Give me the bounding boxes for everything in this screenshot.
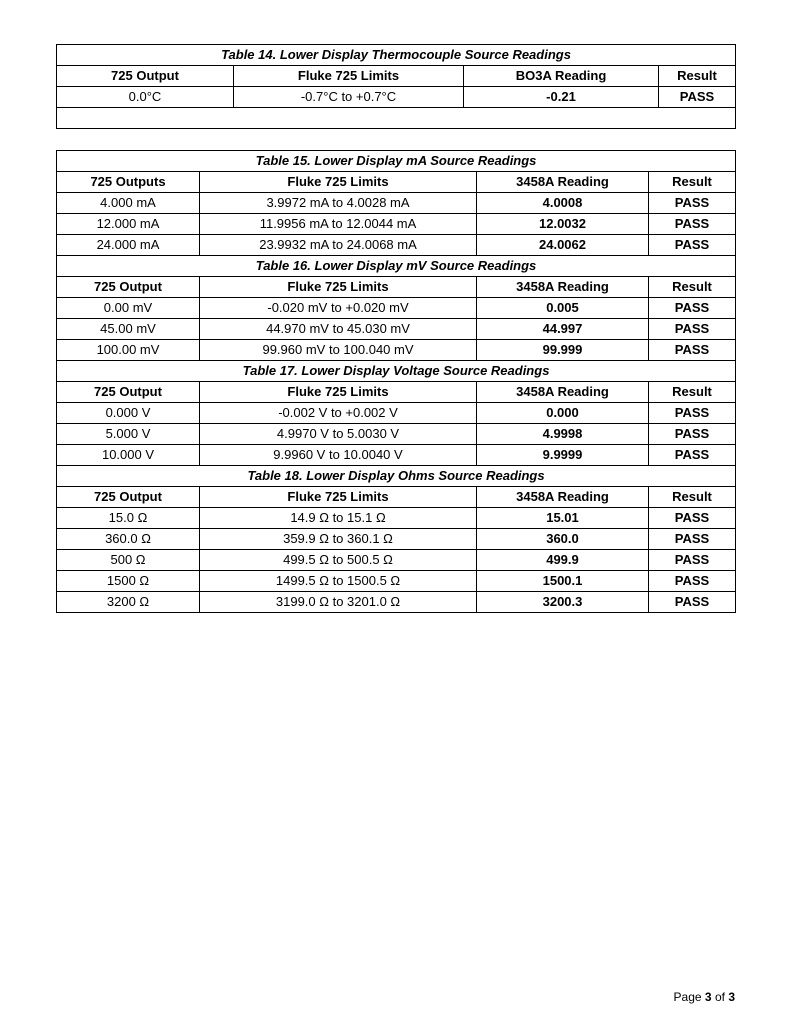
of-word: of bbox=[714, 990, 725, 1004]
reading-cell: 44.997 bbox=[477, 319, 649, 340]
page-current: 3 bbox=[704, 990, 712, 1004]
column-header: Fluke 725 Limits bbox=[200, 382, 477, 403]
column-header: 3458A Reading bbox=[477, 277, 649, 298]
page-number bbox=[674, 990, 735, 1004]
limits-cell: -0.020 mV to +0.020 mV bbox=[200, 298, 477, 319]
output-cell: 5.000 V bbox=[57, 424, 200, 445]
table-caption: Table 14. Lower Display Thermocouple Source Readings bbox=[57, 45, 736, 66]
column-header: Result bbox=[649, 487, 736, 508]
result-cell: PASS bbox=[649, 319, 736, 340]
result-cell: PASS bbox=[649, 298, 736, 319]
result-cell: PASS bbox=[649, 403, 736, 424]
blank-row bbox=[57, 108, 736, 129]
page-total: 3 bbox=[728, 990, 735, 1004]
output-cell: 0.000 V bbox=[57, 403, 200, 424]
reading-cell: 4.9998 bbox=[477, 424, 649, 445]
reading-cell: 99.999 bbox=[477, 340, 649, 361]
reading-cell: -0.21 bbox=[464, 87, 659, 108]
result-cell: PASS bbox=[649, 424, 736, 445]
limits-cell: 359.9 Ω to 360.1 Ω bbox=[200, 529, 477, 550]
reading-cell: 499.9 bbox=[477, 550, 649, 571]
column-header: 3458A Reading bbox=[477, 172, 649, 193]
result-cell: PASS bbox=[649, 214, 736, 235]
column-header: Fluke 725 Limits bbox=[200, 172, 477, 193]
limits-cell: 11.9956 mA to 12.0044 mA bbox=[200, 214, 477, 235]
output-cell: 500 Ω bbox=[57, 550, 200, 571]
table-caption: Table 18. Lower Display Ohms Source Readings bbox=[57, 466, 736, 487]
reading-cell: 1500.1 bbox=[477, 571, 649, 592]
table-row bbox=[57, 529, 736, 550]
output-cell: 10.000 V bbox=[57, 445, 200, 466]
result-cell: PASS bbox=[649, 235, 736, 256]
column-header: 725 Output bbox=[57, 277, 200, 298]
reading-cell: 3200.3 bbox=[477, 592, 649, 613]
reading-cell: 12.0032 bbox=[477, 214, 649, 235]
reading-cell: 0.005 bbox=[477, 298, 649, 319]
result-cell: PASS bbox=[649, 193, 736, 214]
limits-cell: -0.002 V to +0.002 V bbox=[200, 403, 477, 424]
output-cell: 45.00 mV bbox=[57, 319, 200, 340]
limits-cell: 99.960 mV to 100.040 mV bbox=[200, 340, 477, 361]
table-caption: Table 15. Lower Display mA Source Readings bbox=[57, 151, 736, 172]
table-row bbox=[57, 319, 736, 340]
column-header: Result bbox=[659, 66, 736, 87]
output-cell: 4.000 mA bbox=[57, 193, 200, 214]
column-header: Result bbox=[649, 172, 736, 193]
page-word: Page bbox=[673, 990, 702, 1004]
column-header: 3458A Reading bbox=[477, 382, 649, 403]
result-cell: PASS bbox=[649, 445, 736, 466]
reading-cell: 360.0 bbox=[477, 529, 649, 550]
limits-cell: 3.9972 mA to 4.0028 mA bbox=[200, 193, 477, 214]
limits-cell: 44.970 mV to 45.030 mV bbox=[200, 319, 477, 340]
limits-cell: 9.9960 V to 10.0040 V bbox=[200, 445, 477, 466]
output-cell: 1500 Ω bbox=[57, 571, 200, 592]
limits-cell: 4.9970 V to 5.0030 V bbox=[200, 424, 477, 445]
column-header: Fluke 725 Limits bbox=[200, 487, 477, 508]
table-row bbox=[57, 193, 736, 214]
limits-cell: 23.9932 mA to 24.0068 mA bbox=[200, 235, 477, 256]
column-header: Result bbox=[649, 277, 736, 298]
result-cell: PASS bbox=[659, 87, 736, 108]
table-row bbox=[57, 508, 736, 529]
table-row bbox=[57, 214, 736, 235]
result-cell: PASS bbox=[649, 571, 736, 592]
column-header: Result bbox=[649, 382, 736, 403]
result-cell: PASS bbox=[649, 340, 736, 361]
limits-cell: 499.5 Ω to 500.5 Ω bbox=[200, 550, 477, 571]
table-caption: Table 16. Lower Display mV Source Readings bbox=[57, 256, 736, 277]
column-header: 725 Output bbox=[57, 382, 200, 403]
column-header: Fluke 725 Limits bbox=[234, 66, 464, 87]
output-cell: 0.00 mV bbox=[57, 298, 200, 319]
tables-15-18 bbox=[56, 150, 736, 613]
reading-cell: 9.9999 bbox=[477, 445, 649, 466]
column-header: 725 Output bbox=[57, 487, 200, 508]
table-row bbox=[57, 298, 736, 319]
result-cell: PASS bbox=[649, 508, 736, 529]
column-header: 725 Output bbox=[57, 66, 234, 87]
limits-cell: 3199.0 Ω to 3201.0 Ω bbox=[200, 592, 477, 613]
output-cell: 0.0°C bbox=[57, 87, 234, 108]
table-14 bbox=[56, 44, 736, 129]
column-header: BO3A Reading bbox=[464, 66, 659, 87]
table-row bbox=[57, 340, 736, 361]
table-row bbox=[57, 403, 736, 424]
result-cell: PASS bbox=[649, 592, 736, 613]
reading-cell: 0.000 bbox=[477, 403, 649, 424]
output-cell: 24.000 mA bbox=[57, 235, 200, 256]
result-cell: PASS bbox=[649, 529, 736, 550]
table-row bbox=[57, 592, 736, 613]
reading-cell: 15.01 bbox=[477, 508, 649, 529]
limits-cell: 1499.5 Ω to 1500.5 Ω bbox=[200, 571, 477, 592]
reading-cell: 4.0008 bbox=[477, 193, 649, 214]
table-row bbox=[57, 550, 736, 571]
reading-cell: 24.0062 bbox=[477, 235, 649, 256]
table-row bbox=[57, 235, 736, 256]
output-cell: 3200 Ω bbox=[57, 592, 200, 613]
table-row bbox=[57, 571, 736, 592]
table-row bbox=[57, 424, 736, 445]
output-cell: 12.000 mA bbox=[57, 214, 200, 235]
table-row bbox=[57, 445, 736, 466]
limits-cell: -0.7°C to +0.7°C bbox=[234, 87, 464, 108]
column-header: Fluke 725 Limits bbox=[200, 277, 477, 298]
column-header: 725 Outputs bbox=[57, 172, 200, 193]
column-header: 3458A Reading bbox=[477, 487, 649, 508]
result-cell: PASS bbox=[649, 550, 736, 571]
output-cell: 360.0 Ω bbox=[57, 529, 200, 550]
output-cell: 15.0 Ω bbox=[57, 508, 200, 529]
output-cell: 100.00 mV bbox=[57, 340, 200, 361]
table-caption: Table 17. Lower Display Voltage Source Readings bbox=[57, 361, 736, 382]
table-row bbox=[57, 87, 736, 108]
limits-cell: 14.9 Ω to 15.1 Ω bbox=[200, 508, 477, 529]
